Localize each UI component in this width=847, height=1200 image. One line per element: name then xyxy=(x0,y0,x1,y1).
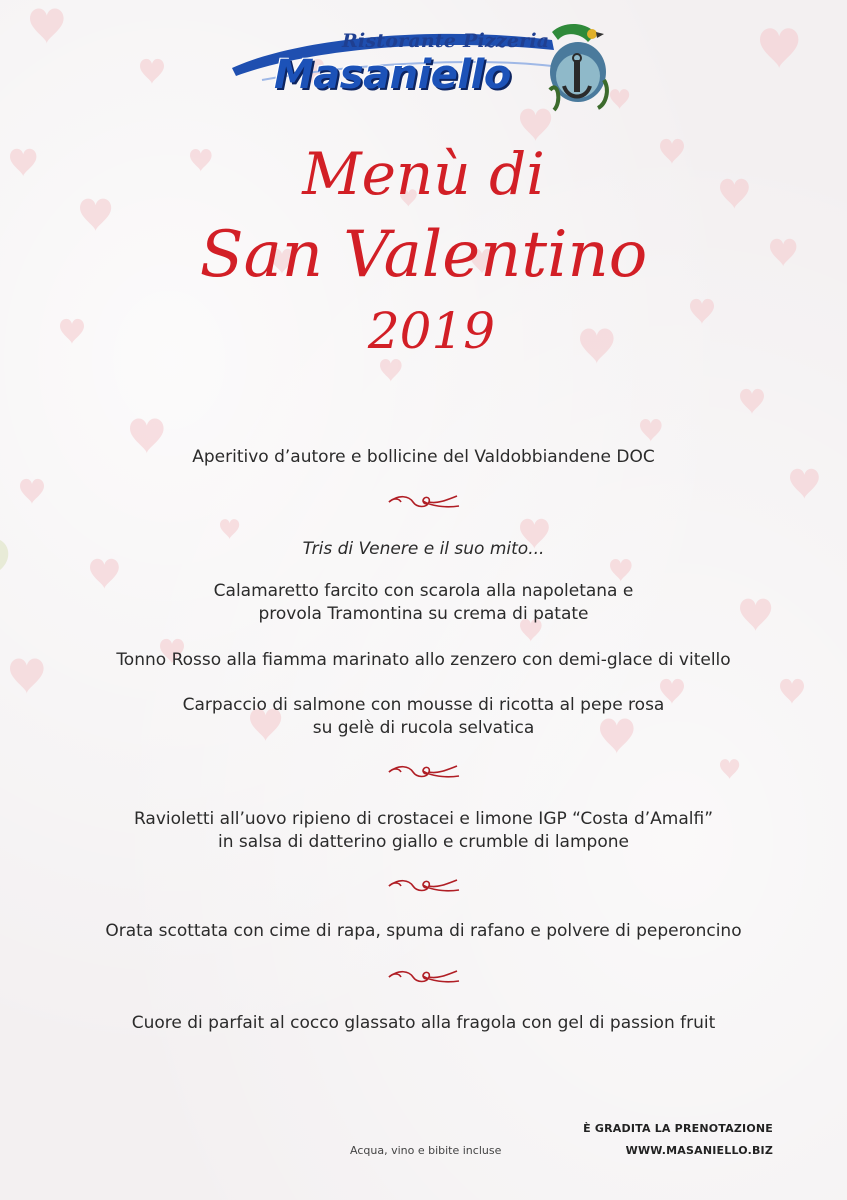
menu-primo-line-2: in salsa di datterino giallo e crumble di lampone xyxy=(218,832,629,852)
flourish-divider-icon xyxy=(383,760,463,784)
menu-starter-1-line-2: provola Tramontina su crema di patate xyxy=(258,604,589,624)
menu-aperitivo: Aperitivo d’autore e bollicine del Valdobbiandene DOC xyxy=(192,447,655,467)
menu-starter-1-line-1: Calamaretto farcito con scarola alla napoletana e xyxy=(213,581,634,601)
menu-primo-line-1: Ravioletti all’uovo ripieno di crostacei e limone IGP “Costa d’Amalfi” xyxy=(133,809,713,829)
logo-name: Masaniello xyxy=(274,52,511,98)
booking-note: È GRADITA LA PRENOTAZIONE xyxy=(583,1122,773,1135)
menu-starter-3-line-1: Carpaccio di salmone con mousse di ricotta al pepe rosa xyxy=(182,695,665,715)
menu-secondo: Orata scottata con cime di rapa, spuma di rafano e polvere di peperoncino xyxy=(105,921,742,941)
flourish-divider-icon xyxy=(383,965,463,989)
title-line-2: San Valentino xyxy=(199,218,648,292)
title-line-1: Menù di xyxy=(302,140,545,208)
menu-dolce: Cuore di parfait al cocco glassato alla fragola con gel di passion fruit xyxy=(131,1013,716,1033)
flourish-divider-icon xyxy=(383,490,463,514)
logo-subtitle: Ristorante Pizzeria xyxy=(342,30,550,52)
website-link[interactable]: WWW.MASANIELLO.BIZ xyxy=(625,1144,773,1157)
parrot-anchor-emblem-icon xyxy=(544,20,616,112)
menu-starter-3-line-2: su gelè di rucola selvatica xyxy=(312,718,535,738)
menu-section-title: Tris di Venere e il suo mito... xyxy=(302,539,545,559)
title-year: 2019 xyxy=(367,302,496,360)
restaurant-logo xyxy=(222,18,622,118)
drinks-note: Acqua, vino e bibite incluse xyxy=(350,1144,502,1157)
flourish-divider-icon xyxy=(383,874,463,898)
menu-starter-2: Tonno Rosso alla fiamma marinato allo zenzero con demi-glace di vitello xyxy=(116,650,731,670)
